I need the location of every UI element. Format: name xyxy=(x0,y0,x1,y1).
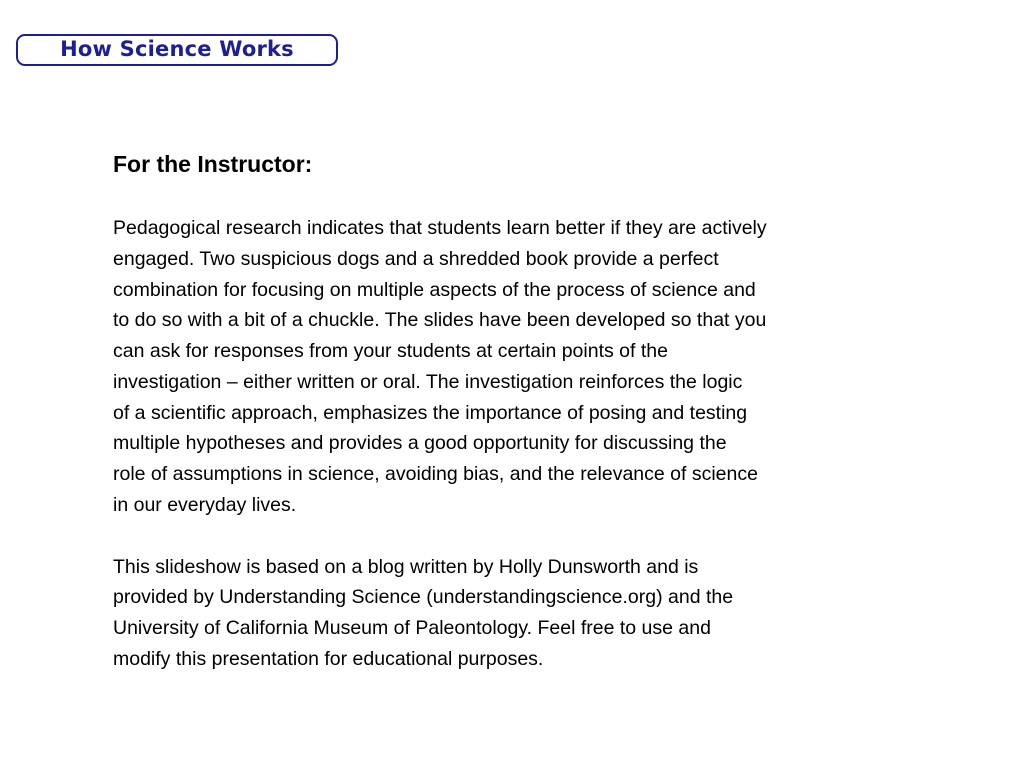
slide-heading: For the Instructor: xyxy=(113,151,313,177)
slide-content xyxy=(113,146,913,675)
how-science-works-badge xyxy=(16,34,338,66)
badge-label: How Science Works xyxy=(60,36,294,61)
instructor-paragraph: Pedagogical research indicates that students learn better if they are actively engaged. Two suspicious dogs and a shredded book provide a perfect combination for focusing on multiple aspects of the process of science and to do so with a bit of a chuckle. The slides have been developed so that you can ask for responses from your students at certain points of the investigation – either written or oral. The investigation reinforces the logic of a scientific approach, emphasizes the importance of posing and testing multiple hypotheses and provides a good opportunity for discussing the role of assumptions in science, avoiding bias, and the relevance of science in our everyday lives. xyxy=(113,217,767,516)
attribution-paragraph: This slideshow is based on a blog written by Holly Dunsworth and is provided by Understanding Science (understandingscience.org) and the University of California Museum of Paleontology. Feel free to use and modify this presentation for educational purposes. xyxy=(113,555,734,670)
